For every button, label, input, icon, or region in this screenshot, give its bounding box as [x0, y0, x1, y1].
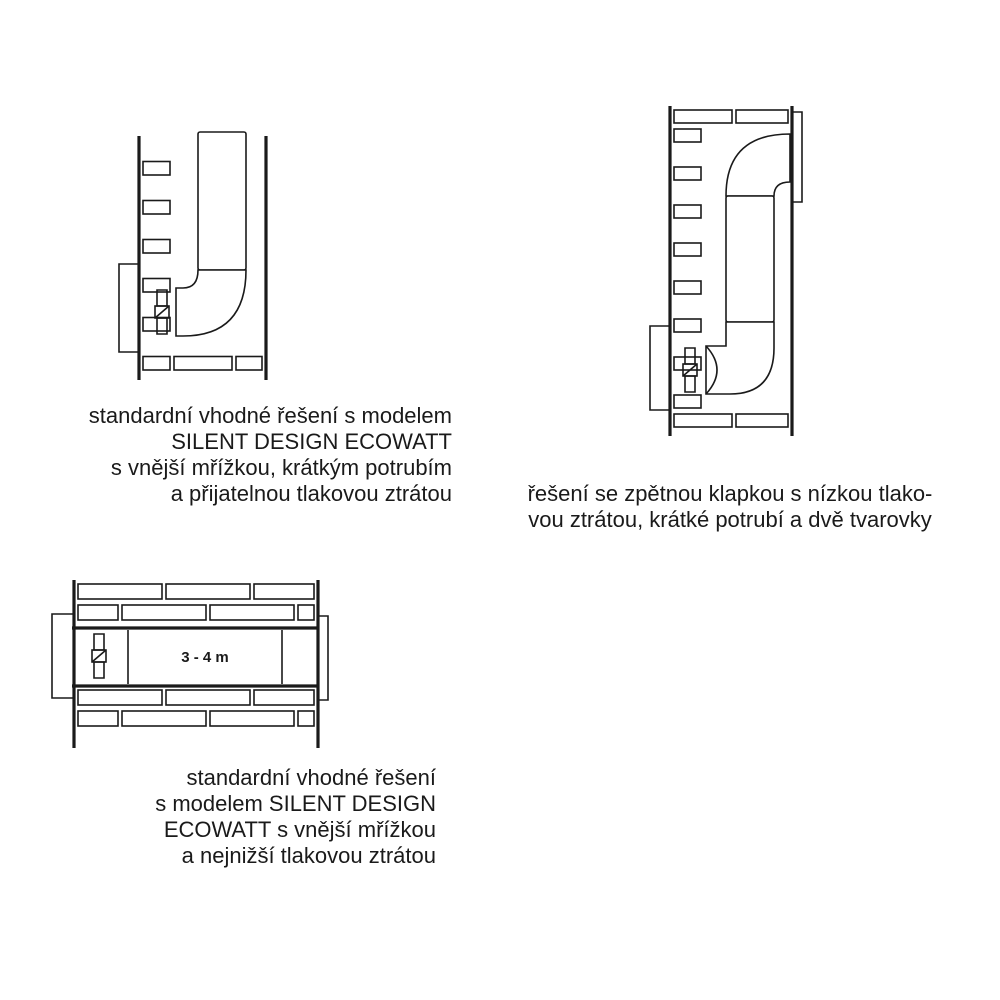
brick — [674, 110, 732, 123]
diagram-3-caption — [0, 765, 436, 869]
duct-vertical — [726, 196, 774, 322]
brick — [78, 711, 118, 726]
brick — [736, 110, 788, 123]
brick — [254, 690, 314, 705]
brick — [254, 584, 314, 599]
brick — [674, 281, 701, 294]
brick — [78, 690, 162, 705]
brick — [166, 584, 250, 599]
brick — [736, 414, 788, 427]
duct-lower-bend — [706, 322, 774, 394]
caption-line: SILENT DESIGN ECOWATT — [171, 429, 452, 454]
caption-line: standardní vhodné řešení — [186, 765, 436, 790]
diagram-1-wall-section — [119, 132, 266, 380]
brick — [143, 240, 170, 254]
fan-icon — [155, 290, 169, 334]
brick — [674, 167, 701, 180]
brick — [674, 395, 701, 408]
brick — [674, 243, 701, 256]
brick — [143, 357, 170, 371]
duct-elbow — [198, 132, 246, 270]
duct-bend — [176, 270, 246, 336]
brick — [674, 129, 701, 142]
brick — [122, 711, 206, 726]
brick — [174, 357, 232, 371]
dimension-label: 3 - 4 m — [181, 649, 229, 666]
brick — [674, 414, 732, 427]
brick — [78, 584, 162, 599]
brick — [78, 605, 118, 620]
external-grille — [52, 614, 74, 698]
duct-upper-bend — [726, 134, 790, 196]
brick — [298, 605, 314, 620]
brick — [236, 357, 262, 371]
diagram-3-wall-section — [52, 580, 328, 748]
caption-line: a přijatelnou tlakovou ztrátou — [170, 481, 452, 506]
brick — [210, 605, 294, 620]
caption-line: řešení se zpětnou klapkou s nízkou tlako- — [527, 481, 933, 506]
caption-line: vou ztrátou, krátké potrubí a dvě tvarovky — [528, 507, 932, 532]
brick — [122, 605, 206, 620]
external-grille — [650, 326, 670, 410]
diagram-1-caption — [0, 403, 452, 507]
brick — [143, 162, 170, 176]
diagram-2-caption — [480, 481, 980, 533]
caption-line: a nejnižší tlakovou ztrátou — [181, 843, 436, 868]
brick — [143, 201, 170, 215]
brick — [166, 690, 250, 705]
diagram-2-wall-section — [650, 106, 802, 436]
brick — [298, 711, 314, 726]
external-grille — [119, 264, 138, 352]
fan-icon — [92, 634, 106, 678]
brick — [674, 319, 701, 332]
caption-line: s modelem SILENT DESIGN — [155, 791, 436, 816]
caption-line: s vnější mřížkou, krátkým potrubím — [110, 455, 452, 480]
caption-line: standardní vhodné řešení s modelem — [88, 403, 452, 428]
brick — [674, 205, 701, 218]
brick — [210, 711, 294, 726]
caption-line: ECOWATT s vnější mřížkou — [163, 817, 436, 842]
